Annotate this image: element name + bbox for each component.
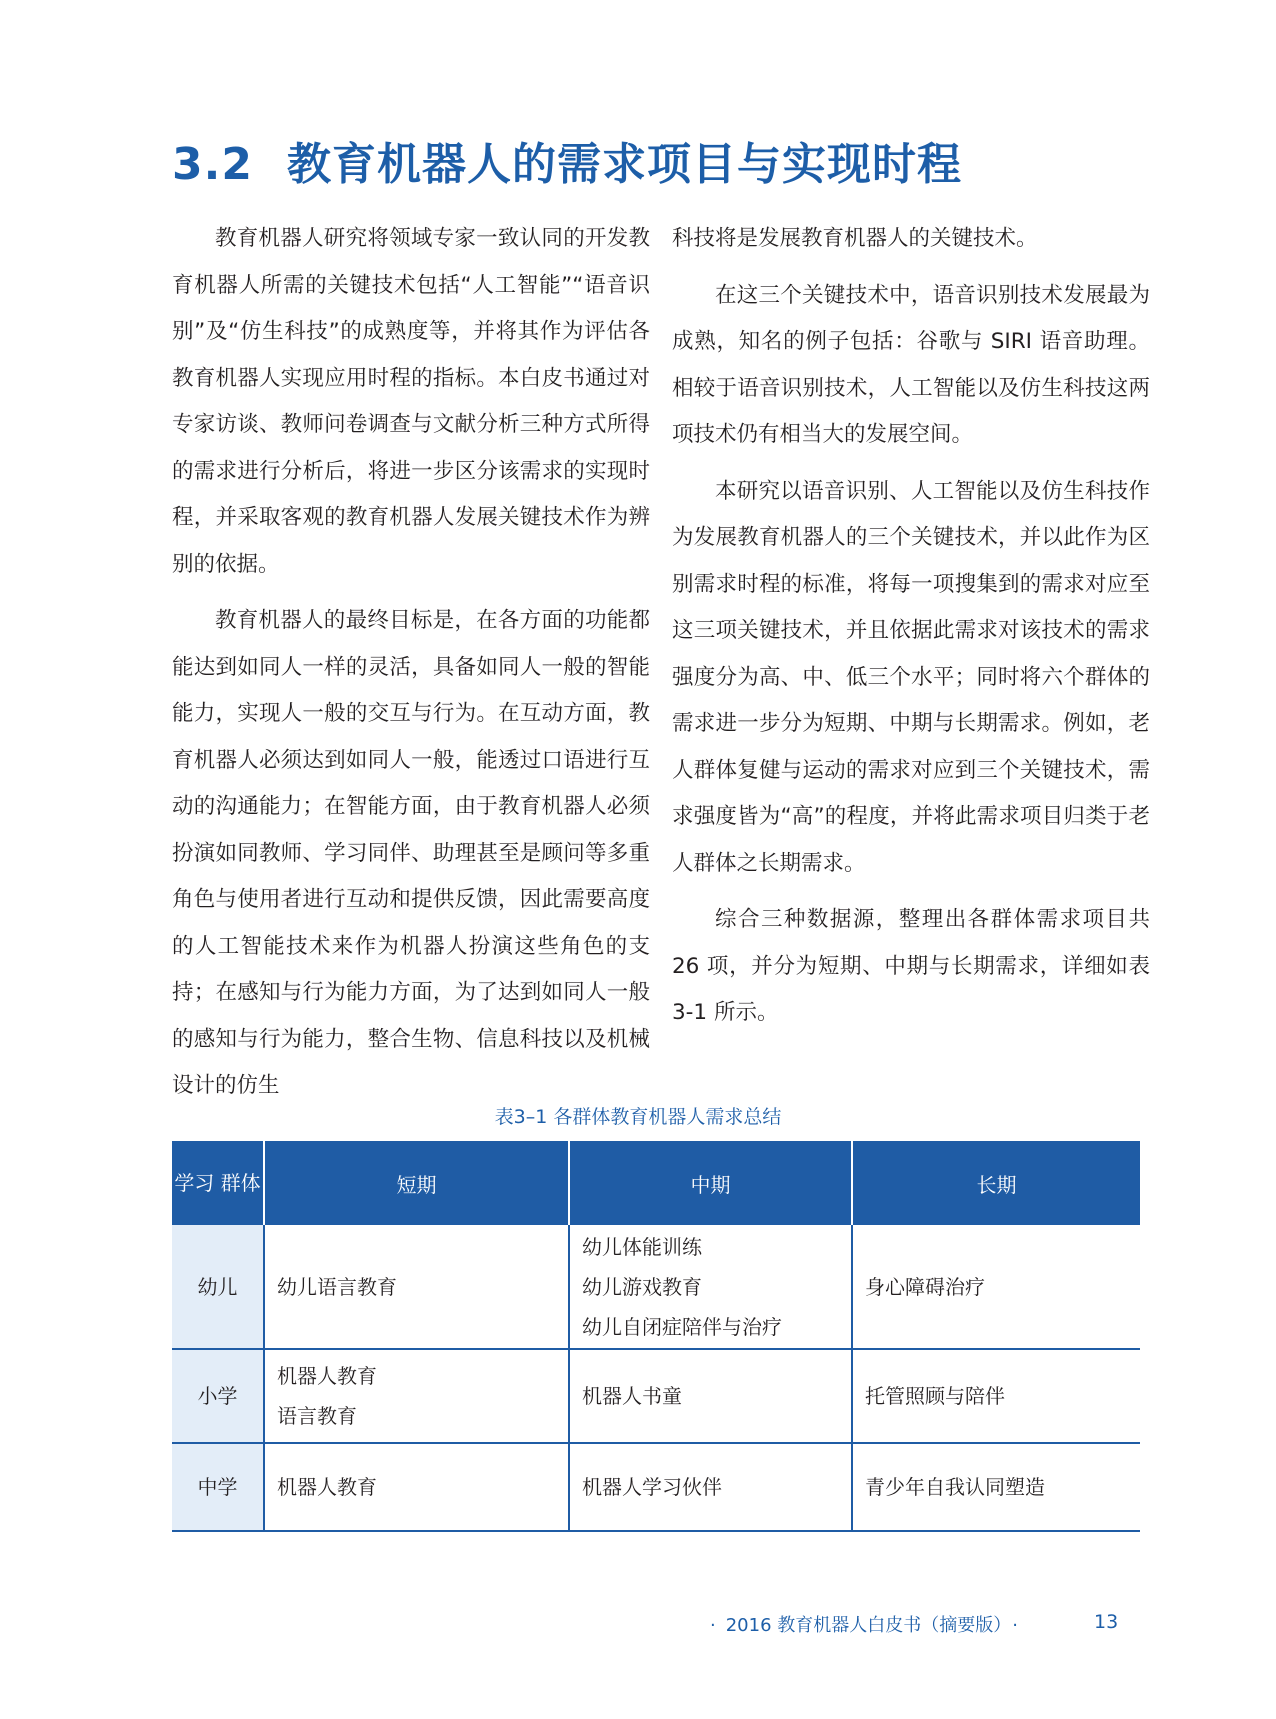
group-cell: 小学 (172, 1349, 264, 1443)
section-title (172, 128, 962, 192)
header-mid: 中期 (569, 1141, 852, 1225)
requirements-table (172, 1141, 1140, 1532)
paragraph: 综合三种数据源，整理出各群体需求项目共 26 项，并分为短期、中期与长期需求，详细如表 3-1 所示。 (672, 907, 1150, 1025)
left-column (172, 216, 650, 1120)
table-header-row (172, 1141, 1140, 1225)
header-group-line: 群体 (220, 1171, 261, 1195)
footer-dot: · (1012, 1615, 1018, 1636)
header-long: 长期 (852, 1141, 1140, 1225)
paragraph: 教育机器人的最终目标是，在各方面的功能都能达到如同人一样的灵活，具备如同人一般的智能能力，实现人一般的交互与行为。在互动方面，教育机器人必须达到如同人一般，能透过口语进行互动的沟通能力；在智能方面，由于教育机器人必须扮演如同教师、学习同伴、助理甚至是顾问等多重角色与使用者进行互动和提供反馈，因此需要高度的人工智能技术来作为机器人扮演这些角色的支持；在感知与行为能力方面，为了达到如同人一般的感知与行为能力，整合生物、信息科技以及机械设计的仿生 (172, 608, 650, 1098)
cell-item: 机器人书童 (582, 1384, 682, 1408)
header-short: 短期 (264, 1141, 569, 1225)
header-group-line: 学习 (174, 1171, 215, 1195)
section-heading: 教育机器人的需求项目与实现时程 (287, 139, 962, 190)
section-number: 3.2 (172, 139, 253, 190)
short-cell (264, 1349, 569, 1443)
table-caption: 表3–1 各群体教育机器人需求总结 (494, 1106, 782, 1128)
table-row (172, 1225, 1140, 1349)
cell-item: 机器人教育 (277, 1475, 377, 1499)
right-column (672, 216, 1150, 1047)
mid-cell (569, 1225, 852, 1349)
group-cell: 中学 (172, 1443, 264, 1531)
cell-item: 托管照顾与陪伴 (865, 1384, 1005, 1408)
long-cell (852, 1349, 1140, 1443)
footer (700, 1611, 1028, 1637)
cell-item: 机器人学习伙伴 (582, 1475, 722, 1499)
short-cell (264, 1443, 569, 1531)
mid-cell (569, 1443, 852, 1531)
paragraph: 本研究以语音识别、人工智能以及仿生科技作为发展教育机器人的三个关键技术，并以此作为区别需求时程的标准，将每一项搜集到的需求对应至这三项关键技术，并且依据此需求对该技术的需求强度分为高、中、低三个水平；同时将六个群体的需求进一步分为短期、中期与长期需求。例如，老人群体复健与运动的需求对应到三个关键技术，需求强度皆为“高”的程度，并将此需求项目归类于老人群体之长期需求。 (672, 478, 1150, 876)
footer-dot: · (710, 1615, 716, 1636)
long-cell (852, 1225, 1140, 1349)
cell-item: 幼儿体能训练 (582, 1234, 702, 1259)
cell-item: 语言教育 (277, 1404, 357, 1428)
footer-title: 2016 教育机器人白皮书（摘要版） (725, 1615, 1003, 1636)
table-row (172, 1349, 1140, 1443)
mid-cell (569, 1349, 852, 1443)
cell-item: 青少年自我认同塑造 (865, 1475, 1045, 1499)
paragraph: 在这三个关键技术中，语音识别技术发展最为成熟，知名的例子包括：谷歌与 SIRI 语音助理。相较于语音识别技术，人工智能以及仿生科技这两项技术仍有相当大的发展空间。 (672, 282, 1150, 447)
paragraph-continuation: 科技将是发展教育机器人的关键技术。 (672, 226, 1038, 251)
short-cell (264, 1225, 569, 1349)
long-cell (852, 1443, 1140, 1531)
table-row (172, 1443, 1140, 1531)
page-number: 13 (1094, 1611, 1119, 1633)
cell-item: 幼儿语言教育 (277, 1274, 397, 1299)
cell-item: 身心障碍治疗 (865, 1274, 985, 1299)
paragraph: 教育机器人研究将领域专家一致认同的开发教育机器人所需的关键技术包括“人工智能”“语音识别”及“仿生科技”的成熟度等，并将其作为评估各教育机器人实现应用时程的指标。本白皮书通过对专家访谈、教师问卷调查与文献分析三种方式所得的需求进行分析后，将进一步区分该需求的实现时程，并采取客观的教育机器人发展关键技术作为辨别的依据。 (172, 226, 650, 577)
header-group (172, 1141, 264, 1225)
cell-item: 机器人教育 (277, 1364, 377, 1388)
group-cell: 幼儿 (172, 1225, 264, 1349)
cell-item: 幼儿游戏教育 (582, 1274, 702, 1299)
cell-item: 幼儿自闭症陪伴与治疗 (582, 1314, 782, 1339)
